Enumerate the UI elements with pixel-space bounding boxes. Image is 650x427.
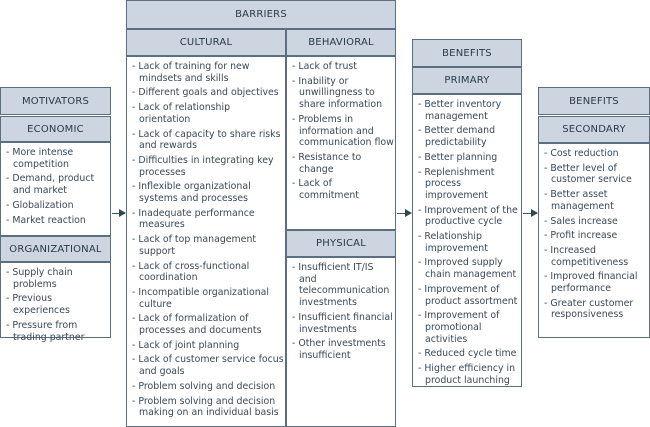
list-item: - Lack of top management support [132,234,284,257]
behavioral-list [292,61,394,205]
benefits-primary-title: BENEFITS [442,47,492,59]
list-item: - Lack of training for new mindsets and skills [132,61,284,84]
primary-list [418,99,520,389]
list-item: - Insufficient financial investments [292,312,394,335]
list-item: - Lack of capacity to share risks and rewards [132,129,284,152]
behavioral-title: BEHAVIORAL [308,37,374,48]
physical-header [286,230,396,257]
list-item: - Difficulties in integrating key processes [132,155,284,178]
list-item: - Cost reduction [544,148,648,160]
list-item: - Globalization [6,200,108,212]
list-item: - Problem solving and decision [132,381,284,393]
economic-list [6,147,108,229]
list-item: - Pressure from trading partner [6,320,108,343]
physical-box [286,257,396,427]
list-item: - Inadequate performance measures [132,208,284,231]
list-item: - Reduced cycle time [418,348,520,360]
primary-title: PRIMARY [444,75,490,86]
secondary-title: SECONDARY [562,124,626,135]
list-item: - Replenishment process improvement [418,167,520,202]
list-item: - Lack of cross-functional coordination [132,261,284,284]
secondary-box [538,143,650,338]
arrow-barriers-to-primary [397,213,411,214]
behavioral-header [286,29,396,56]
list-item: - Lack of joint planning [132,340,284,352]
cultural-box [126,56,286,427]
list-item: - Increased competitiveness [544,245,648,268]
economic-box [0,142,111,236]
organizational-title: ORGANIZATIONAL [9,243,102,255]
list-item: - Better demand predictability [418,125,520,148]
motivators-title: MOTIVATORS [21,95,90,107]
list-item: - Resistance to change [292,152,394,175]
barriers-title: BARRIERS [235,9,287,20]
list-item: - Lack of commitment [292,178,394,201]
list-item: - Better planning [418,152,520,164]
barriers-header [126,0,396,29]
list-item: - Relationship improvement [418,231,520,254]
list-item: - Profit increase [544,230,648,242]
list-item: - Improved financial performance [544,271,648,294]
list-item: - Insufficient IT/IS and telecommunication investments [292,262,394,309]
primary-header [412,67,522,94]
list-item: - Lack of relationship orientation [132,102,284,125]
list-item: - Market reaction [6,215,108,227]
list-item: - Incompatible organizational culture [132,287,284,310]
list-item: - Problems in information and communication flow [292,114,394,149]
list-item: - Inability or unwillingness to share information [292,76,394,111]
list-item: - Improvement of product assortment [418,284,520,307]
list-item: - Better asset management [544,189,648,212]
cultural-title: CULTURAL [179,37,233,48]
organizational-list [6,267,108,346]
cultural-header [126,29,286,56]
list-item: - Improved supply chain management [418,257,520,280]
economic-header [0,116,111,142]
list-item: - Supply chain problems [6,267,108,290]
benefits-secondary-header [538,87,650,115]
list-item: - Improvement of the productive cycle [418,205,520,228]
benefits-primary-header [412,39,522,67]
benefits-secondary-title: BENEFITS [569,95,619,107]
list-item: - Problem solving and decision making on an individual basis [132,396,284,419]
physical-title: PHYSICAL [316,238,366,249]
list-item: - Better level of customer service [544,163,648,186]
list-item: - Previous experiences [6,293,108,316]
economic-title: ECONOMIC [27,123,84,135]
list-item: - Lack of formalization of processes and documents [132,313,284,336]
list-item: - Higher efficiency in product launching [418,363,520,386]
list-item: - Better inventory management [418,99,520,122]
behavioral-box [286,56,396,230]
organizational-header [0,236,111,262]
list-item: - Different goals and objectives [132,87,284,99]
motivators-header [0,87,111,115]
primary-box [412,94,522,387]
arrow-motivators-to-barriers [112,213,125,214]
secondary-list [544,148,648,324]
list-item: - Lack of trust [292,61,394,73]
organizational-box [0,262,111,343]
list-item: - More intense competition [6,147,108,170]
cultural-list [132,61,284,422]
list-item: - Greater customer responsiveness [544,298,648,321]
list-item: - Improvement of promotional activities [418,310,520,345]
list-item: - Sales increase [544,216,648,228]
physical-list [292,262,394,365]
list-item: - Lack of customer service focus and goals [132,354,284,377]
list-item: - Demand, product and market [6,173,108,196]
secondary-header [538,116,650,143]
list-item: - Inflexible organizational systems and processes [132,181,284,204]
arrow-primary-to-secondary [523,213,537,214]
list-item: - Other investments insufficient [292,338,394,361]
